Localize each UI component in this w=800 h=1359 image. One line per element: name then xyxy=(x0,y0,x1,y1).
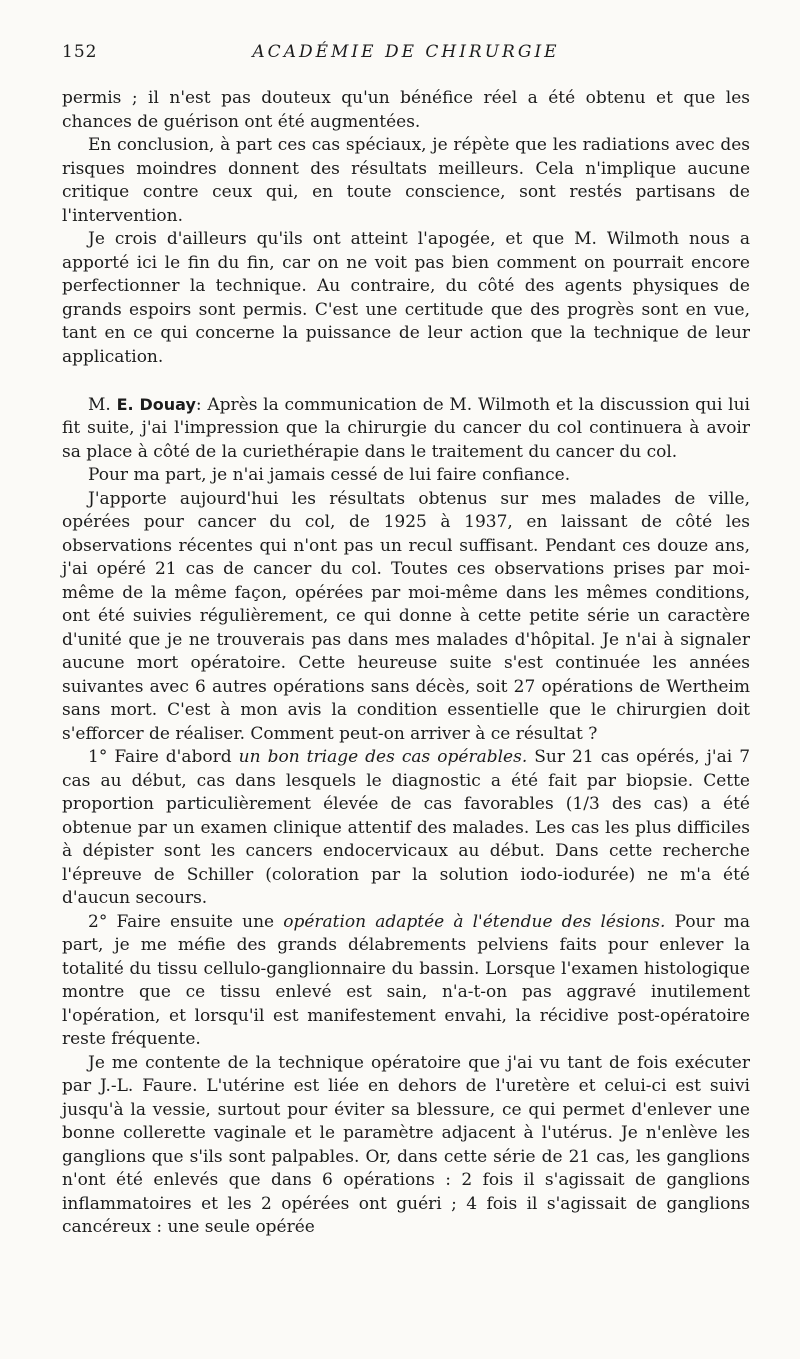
paragraph-point-1 xyxy=(62,746,750,911)
point-2-lead: 2° Faire ensuite une xyxy=(88,911,284,932)
speaker-name: E. Douay xyxy=(116,394,196,414)
speaker-prefix: M. xyxy=(88,394,117,415)
paragraph-1: permis ; il n'est pas douteux qu'un bénéfice réel a été obtenu et que les chances de guérison ont été augmentées. xyxy=(62,88,750,132)
paragraph-douay-text: : Après la communication de M. Wilmoth et la discussion qui lui fit suite, j'ai l'impression que la chirurgie du cancer du col continuera à avoir sa place à côté de la curiethérapie dans le traitement du cancer du col. xyxy=(62,394,750,462)
paragraph-douay xyxy=(62,393,750,465)
paragraph-6: J'apporte aujourd'hui les résultats obtenus sur mes malades de ville, opérées pour cancer du col, de 1925 à 1937, en laissant de côté les observations récentes qui n'ont pas un recul suffisant. Pendant ces douze ans, j'ai opéré 21 cas de cancer du col. Toutes ces observations prises par moi-même de la même façon, opérées par moi-même dans les mêmes conditions, ont été suivies régulièrement, ce qui donne à cette petite série un caractère d'unité que je ne trouverais pas dans mes malades d'hôpital. Je n'ai à signaler aucune mort opératoire. Cette heureuse suite s'est continuée les années suivantes avec 6 autres opérations sans décès, soit 27 opérations de Wertheim sans mort. C'est à mon avis la condition essentielle que le chirurgien doit s'efforcer de réaliser. Comment peut-on arriver à ce résultat ? xyxy=(62,488,750,744)
point-2-italic: opération adaptée à l'étendue des lésions. xyxy=(283,911,666,932)
page-number: 152 xyxy=(62,42,98,62)
paragraph-9: Je me contente de la technique opératoire que j'ai vu tant de fois exécuter par J.-L. Faure. L'utérine est liée en dehors de l'uretère et celui-ci est suivi jusqu'à la vessie, surtout pour éviter sa blessure, ce qui permet d'enlever une bonne collerette vaginale et le paramètre adjacent à l'utérus. Je n'enlève les ganglions que s'ils sont palpables. Or, dans cette série de 21 cas, les ganglions n'ont été enlevés que dans 6 opérations : 2 fois il s'agissait de ganglions inflammatoires et les 2 opérées ont guéri ; 4 fois il s'agissait de ganglions cancéreux : une seule opérée xyxy=(62,1052,750,1237)
point-1-lead: 1° Faire d'abord xyxy=(88,747,239,767)
paragraph-3: Je crois d'ailleurs qu'ils ont atteint l'apogée, et que M. Wilmoth nous a apporté ici le fin du fin, car on ne voit pas bien comment on pourrait encore perfectionner la technique. Au contraire, du côté des agents physiques de grands espoirs sont permis. C'est une certitude que des progrès sont en vue, tant en ce qui concerne la puissance de leur action que la technique de leur application. xyxy=(62,229,750,367)
point-1-italic: un bon triage des cas opérables. xyxy=(238,747,528,767)
point-1-text: Sur 21 cas opérés, j'ai 7 cas au début, cas dans lesquels le diagnostic a été fait par biopsie. Cette proportion particulièrement élevée de cas favorables (1/3 des cas) a été obtenue par un examen clinique attentif des malades. Les cas les plus difficiles à dépister sont les cancers endocervicaux au début. Dans cette recherche l'épreuve de Schiller (coloration par la solution iodo-iodurée) ne m'a été d'aucun secours. xyxy=(62,747,751,908)
paragraph-5: Pour ma part, je n'ai jamais cessé de lui faire confiance. xyxy=(88,465,571,485)
point-2-text: Pour ma part, je me méfie des grands délabrements pelviens faits pour enlever la totalité du tissu cellulo-ganglionnaire du bassin. Lorsque l'examen histologique montre que ce tissu enlevé est sain, n'a-t-on pas aggravé inutilement l'opération, et lorsqu'il est manifestement envahi, la récidive post-opératoire reste fréquente. xyxy=(62,911,751,1049)
paragraph-2: En conclusion, à part ces cas spéciaux, je répète que les radiations avec des risques moindres donnent des résultats meilleurs. Cela n'implique aucune critique contre ceux qui, en toute conscience, sont restés partisans de l'intervention. xyxy=(62,135,750,226)
running-head: ACADÉMIE DE CHIRURGIE xyxy=(252,42,560,62)
page-header xyxy=(62,42,750,68)
body-text xyxy=(62,87,750,1240)
paragraph-point-2 xyxy=(62,911,750,1052)
